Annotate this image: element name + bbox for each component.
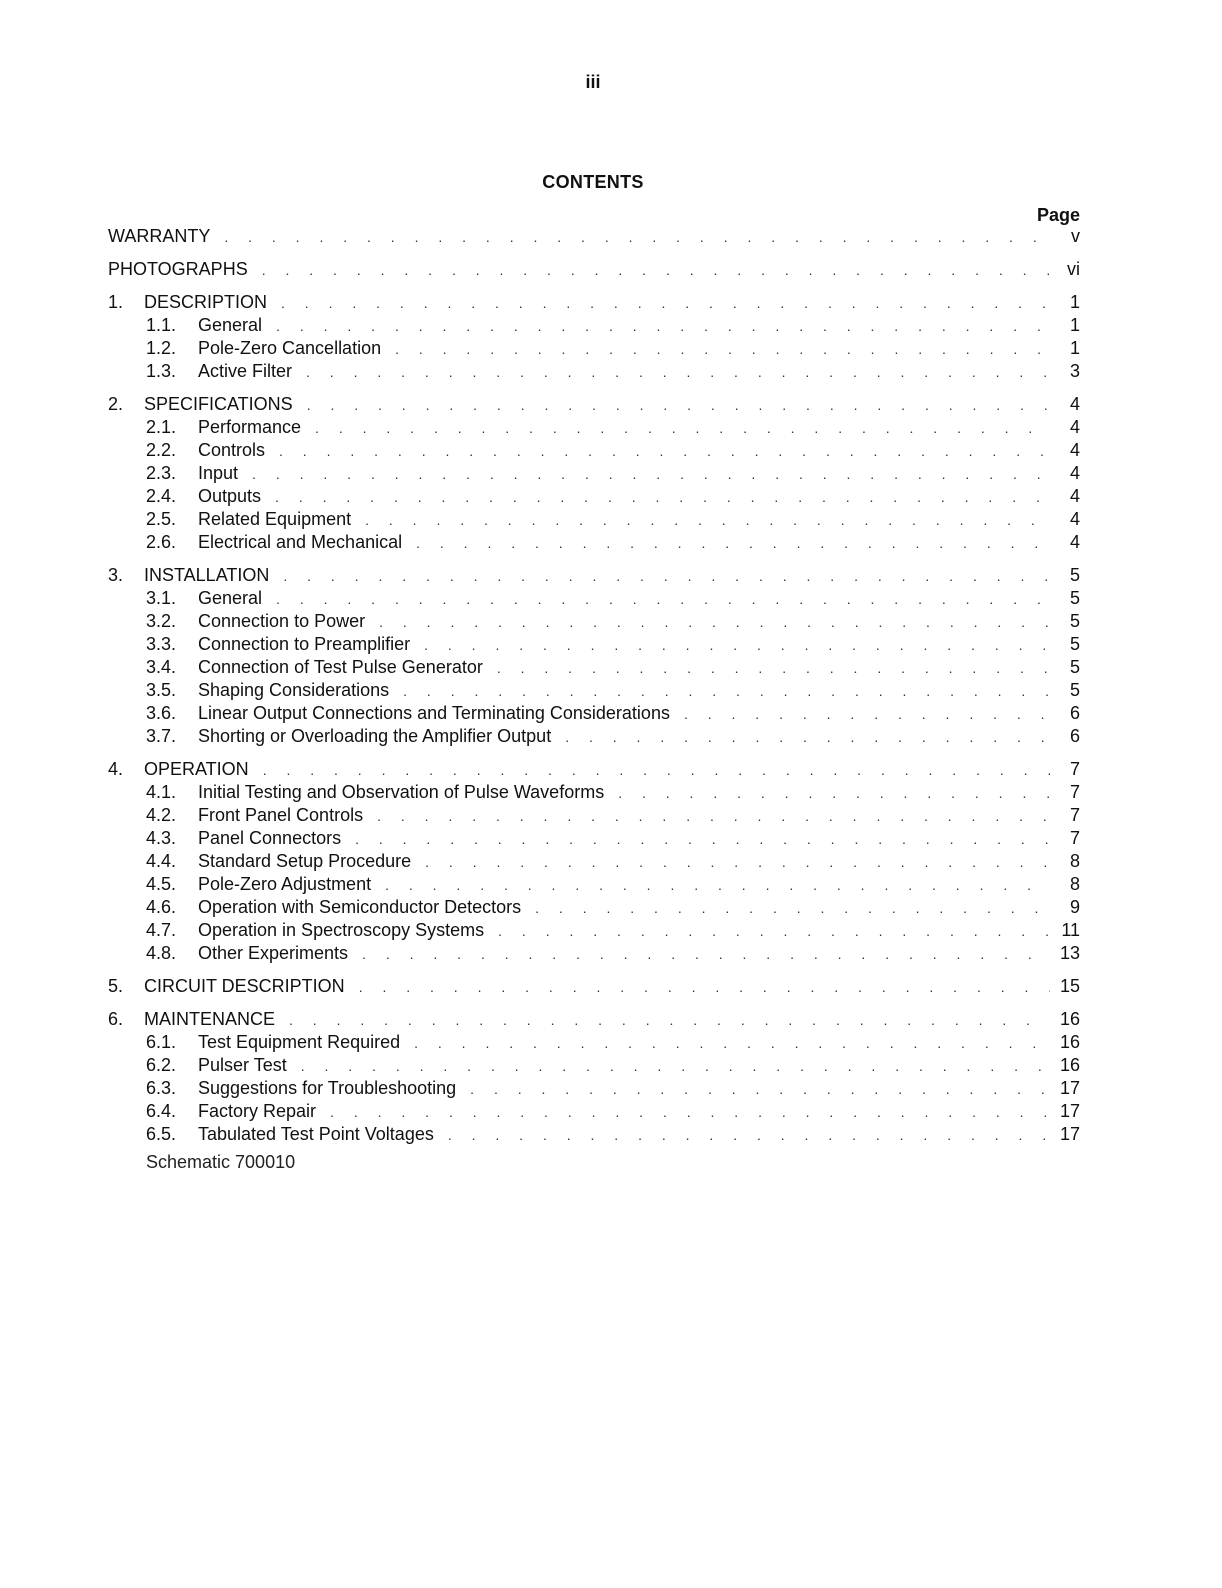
toc-section bbox=[108, 393, 1080, 554]
dot-leader bbox=[283, 565, 1050, 588]
entry-number: 3.3. bbox=[146, 634, 177, 654]
toc-section-row bbox=[108, 1008, 1080, 1031]
entry-number: 2.2. bbox=[146, 440, 177, 460]
entry-number: 3.2. bbox=[146, 611, 177, 631]
toc-top-entry bbox=[108, 258, 1080, 281]
entry-label: Outputs bbox=[198, 486, 262, 506]
dot-leader bbox=[618, 782, 1050, 805]
toc-section bbox=[108, 975, 1080, 998]
dot-leader bbox=[385, 874, 1050, 897]
entry-label: Pulser Test bbox=[198, 1055, 287, 1075]
dot-leader bbox=[359, 976, 1050, 999]
entry-page-number: 5 bbox=[1069, 634, 1080, 654]
contents-title: CONTENTS bbox=[542, 172, 644, 192]
entry-number: 6.3. bbox=[146, 1078, 177, 1098]
dot-leader bbox=[281, 292, 1050, 315]
entry-page-number: v bbox=[1071, 226, 1080, 246]
entry-page-number: 5 bbox=[1069, 611, 1080, 631]
entry-page-number: 4 bbox=[1069, 463, 1080, 483]
dot-leader bbox=[565, 726, 1050, 749]
entry-page-number: 8 bbox=[1069, 874, 1080, 894]
entry-number: 1.2. bbox=[146, 338, 177, 358]
entry-page-number: 4 bbox=[1069, 532, 1080, 552]
entry-label: Tabulated Test Point Voltages bbox=[198, 1124, 434, 1144]
toc-subsection-row bbox=[108, 314, 1080, 337]
entry-label: Pole-Zero Adjustment bbox=[198, 874, 372, 894]
entry-number: 4.1. bbox=[146, 782, 177, 802]
toc-subsection-row bbox=[108, 896, 1080, 919]
entry-number: 2.4. bbox=[146, 486, 177, 506]
entry-number: 4.6. bbox=[146, 897, 177, 917]
entry-page-number: 6 bbox=[1069, 726, 1080, 746]
entry-page-number: 7 bbox=[1069, 759, 1080, 779]
entry-label: INSTALLATION bbox=[144, 565, 270, 585]
entry-page-number: 1 bbox=[1069, 315, 1080, 335]
toc-subsection-row bbox=[108, 942, 1080, 965]
toc-subsection-row bbox=[108, 633, 1080, 656]
dot-leader bbox=[424, 634, 1050, 657]
entry-page-number: 11 bbox=[1061, 920, 1080, 940]
entry-number: 2. bbox=[108, 394, 124, 414]
toc-section-row bbox=[108, 758, 1080, 781]
entry-label: Connection to Preamplifier bbox=[198, 634, 411, 654]
toc-subsection-row bbox=[108, 1123, 1080, 1146]
dot-leader bbox=[276, 315, 1050, 338]
entry-page-number: 4 bbox=[1069, 509, 1080, 529]
entry-number: 6.4. bbox=[146, 1101, 177, 1121]
entry-number: 2.5. bbox=[146, 509, 177, 529]
toc-subsection-row bbox=[108, 1100, 1080, 1123]
entry-number: 3.1. bbox=[146, 588, 177, 608]
toc-subsection-row bbox=[108, 679, 1080, 702]
entry-number: 6.1. bbox=[146, 1032, 177, 1052]
entry-page-number: 17 bbox=[1059, 1124, 1080, 1144]
toc-subsection-row bbox=[108, 1054, 1080, 1077]
entry-page-number: 6 bbox=[1069, 703, 1080, 723]
toc-subsection-row bbox=[108, 781, 1080, 804]
entry-number: 4.5. bbox=[146, 874, 177, 894]
toc-section-row bbox=[108, 393, 1080, 416]
entry-page-number: 4 bbox=[1069, 486, 1080, 506]
entry-page-number: 5 bbox=[1069, 588, 1080, 608]
entry-page-number: 8 bbox=[1069, 851, 1080, 871]
entry-label: MAINTENANCE bbox=[144, 1009, 276, 1029]
entry-number: 2.3. bbox=[146, 463, 177, 483]
dot-leader bbox=[470, 1078, 1050, 1101]
entry-label: Pole-Zero Cancellation bbox=[198, 338, 382, 358]
entry-label: Input bbox=[198, 463, 239, 483]
entry-label: Standard Setup Procedure bbox=[198, 851, 412, 871]
entry-page-number: 17 bbox=[1059, 1078, 1080, 1098]
dot-leader bbox=[263, 759, 1050, 782]
toc-top-entry bbox=[108, 225, 1080, 248]
entry-label: General bbox=[198, 315, 263, 335]
entry-label: Initial Testing and Observation of Pulse Waveforms bbox=[198, 782, 605, 802]
toc-subsection-row bbox=[108, 610, 1080, 633]
dot-leader bbox=[377, 805, 1050, 828]
entry-label: Test Equipment Required bbox=[198, 1032, 401, 1052]
entry-number: 4.2. bbox=[146, 805, 177, 825]
entry-label: Front Panel Controls bbox=[198, 805, 364, 825]
entry-number: 4.7. bbox=[146, 920, 177, 940]
dot-leader bbox=[307, 394, 1050, 417]
entry-label: Connection of Test Pulse Generator bbox=[198, 657, 483, 677]
toc-subsection-row bbox=[108, 439, 1080, 462]
dot-leader bbox=[425, 851, 1050, 874]
entry-page-number: 1 bbox=[1069, 292, 1080, 312]
toc-subsection-row bbox=[108, 873, 1080, 896]
dot-leader bbox=[224, 226, 1050, 249]
dot-leader bbox=[365, 509, 1050, 532]
toc-subsection-row bbox=[108, 1077, 1080, 1100]
dot-leader bbox=[448, 1124, 1050, 1147]
dot-leader bbox=[379, 611, 1050, 634]
dot-leader bbox=[276, 588, 1050, 611]
toc-row bbox=[108, 225, 1080, 248]
entry-number: 6.5. bbox=[146, 1124, 177, 1144]
entry-label: Suggestions for Troubleshooting bbox=[198, 1078, 457, 1098]
entry-page-number: 4 bbox=[1069, 417, 1080, 437]
entry-page-number: 16 bbox=[1059, 1032, 1080, 1052]
entry-label: Active Filter bbox=[198, 361, 293, 381]
dot-leader bbox=[535, 897, 1050, 920]
entry-label: Panel Connectors bbox=[198, 828, 342, 848]
entry-label: Controls bbox=[198, 440, 266, 460]
entry-page-number: 16 bbox=[1059, 1009, 1080, 1029]
entry-page-number: vi bbox=[1067, 259, 1080, 279]
entry-number: 5. bbox=[108, 976, 124, 996]
entry-label: Electrical and Mechanical bbox=[198, 532, 403, 552]
toc-subsection-row bbox=[108, 656, 1080, 679]
entry-number: 3.4. bbox=[146, 657, 177, 677]
dot-leader bbox=[414, 1032, 1050, 1055]
toc-subsection-row bbox=[108, 337, 1080, 360]
toc-subsection-row bbox=[108, 508, 1080, 531]
dot-leader bbox=[252, 463, 1050, 486]
toc-section bbox=[108, 291, 1080, 383]
entry-number: 1.1. bbox=[146, 315, 177, 335]
schematic-reference: Schematic 700010 bbox=[146, 1152, 296, 1172]
entry-label: CIRCUIT DESCRIPTION bbox=[144, 976, 345, 996]
entry-number: 6. bbox=[108, 1009, 124, 1029]
entry-label: DESCRIPTION bbox=[144, 292, 268, 312]
toc-subsection-row bbox=[108, 850, 1080, 873]
entry-label: OPERATION bbox=[144, 759, 249, 779]
toc-subsection-row bbox=[108, 919, 1080, 942]
toc-section-row bbox=[108, 975, 1080, 998]
entry-page-number: 7 bbox=[1069, 805, 1080, 825]
toc-subsection-row bbox=[108, 1031, 1080, 1054]
entry-page-number: 4 bbox=[1069, 394, 1080, 414]
toc-subsection-row bbox=[108, 804, 1080, 827]
entry-number: 3.5. bbox=[146, 680, 177, 700]
entry-label: PHOTOGRAPHS bbox=[108, 259, 248, 279]
entry-page-number: 9 bbox=[1069, 897, 1080, 917]
table-of-contents bbox=[108, 225, 1080, 1156]
dot-leader bbox=[416, 532, 1050, 555]
entry-label: Connection to Power bbox=[198, 611, 366, 631]
entry-number: 1. bbox=[108, 292, 124, 312]
page-number: iii bbox=[585, 72, 601, 92]
entry-number: 4.3. bbox=[146, 828, 177, 848]
page-column-header: Page bbox=[1036, 205, 1080, 225]
entry-number: 2.1. bbox=[146, 417, 177, 437]
dot-leader bbox=[306, 361, 1050, 384]
dot-leader bbox=[362, 943, 1050, 966]
entry-label: Shaping Considerations bbox=[198, 680, 390, 700]
dot-leader bbox=[355, 828, 1050, 851]
entry-number: 2.6. bbox=[146, 532, 177, 552]
entry-number: 6.2. bbox=[146, 1055, 177, 1075]
dot-leader bbox=[497, 657, 1050, 680]
entry-label: Factory Repair bbox=[198, 1101, 317, 1121]
toc-subsection-row bbox=[108, 702, 1080, 725]
entry-page-number: 5 bbox=[1069, 680, 1080, 700]
entry-page-number: 7 bbox=[1069, 828, 1080, 848]
entry-number: 1.3. bbox=[146, 361, 177, 381]
dot-leader bbox=[684, 703, 1050, 726]
toc-section bbox=[108, 1008, 1080, 1146]
entry-label: Shorting or Overloading the Amplifier Output bbox=[198, 726, 552, 746]
entry-number: 4.4. bbox=[146, 851, 177, 871]
dot-leader bbox=[279, 440, 1050, 463]
entry-label: SPECIFICATIONS bbox=[144, 394, 293, 414]
dot-leader bbox=[262, 259, 1050, 282]
dot-leader bbox=[403, 680, 1050, 703]
toc-subsection-row bbox=[108, 360, 1080, 383]
dot-leader bbox=[498, 920, 1050, 943]
entry-page-number: 16 bbox=[1059, 1055, 1080, 1075]
entry-label: Operation with Semiconductor Detectors bbox=[198, 897, 522, 917]
entry-page-number: 5 bbox=[1069, 565, 1080, 585]
entry-page-number: 4 bbox=[1069, 440, 1080, 460]
dot-leader bbox=[330, 1101, 1050, 1124]
toc-subsection-row bbox=[108, 462, 1080, 485]
toc-subsection-row bbox=[108, 416, 1080, 439]
entry-page-number: 15 bbox=[1059, 976, 1080, 996]
entry-label: Performance bbox=[198, 417, 302, 437]
dot-leader bbox=[289, 1009, 1050, 1032]
entry-page-number: 5 bbox=[1069, 657, 1080, 677]
entry-page-number: 7 bbox=[1069, 782, 1080, 802]
entry-number: 3.7. bbox=[146, 726, 177, 746]
dot-leader bbox=[315, 417, 1050, 440]
entry-number: 3. bbox=[108, 565, 124, 585]
dot-leader bbox=[301, 1055, 1050, 1078]
entry-number: 4.8. bbox=[146, 943, 177, 963]
toc-subsection-row bbox=[108, 531, 1080, 554]
toc-section bbox=[108, 564, 1080, 748]
entry-number: 4. bbox=[108, 759, 124, 779]
entry-page-number: 3 bbox=[1069, 361, 1080, 381]
entry-page-number: 1 bbox=[1069, 338, 1080, 358]
toc-section-row bbox=[108, 564, 1080, 587]
entry-label: WARRANTY bbox=[108, 226, 211, 246]
dot-leader bbox=[275, 486, 1050, 509]
toc-subsection-row bbox=[108, 485, 1080, 508]
entry-page-number: 13 bbox=[1059, 943, 1080, 963]
toc-row bbox=[108, 258, 1080, 281]
dot-leader bbox=[395, 338, 1050, 361]
toc-subsection-row bbox=[108, 587, 1080, 610]
toc-section-row bbox=[108, 291, 1080, 314]
entry-label: Operation in Spectroscopy Systems bbox=[198, 920, 485, 940]
entry-number: 3.6. bbox=[146, 703, 177, 723]
toc-subsection-row bbox=[108, 725, 1080, 748]
entry-label: Related Equipment bbox=[198, 509, 352, 529]
entry-page-number: 17 bbox=[1059, 1101, 1080, 1121]
toc-section bbox=[108, 758, 1080, 965]
toc-subsection-row bbox=[108, 827, 1080, 850]
entry-label: General bbox=[198, 588, 263, 608]
entry-label: Linear Output Connections and Terminating Considerations bbox=[198, 703, 670, 723]
entry-label: Other Experiments bbox=[198, 943, 349, 963]
